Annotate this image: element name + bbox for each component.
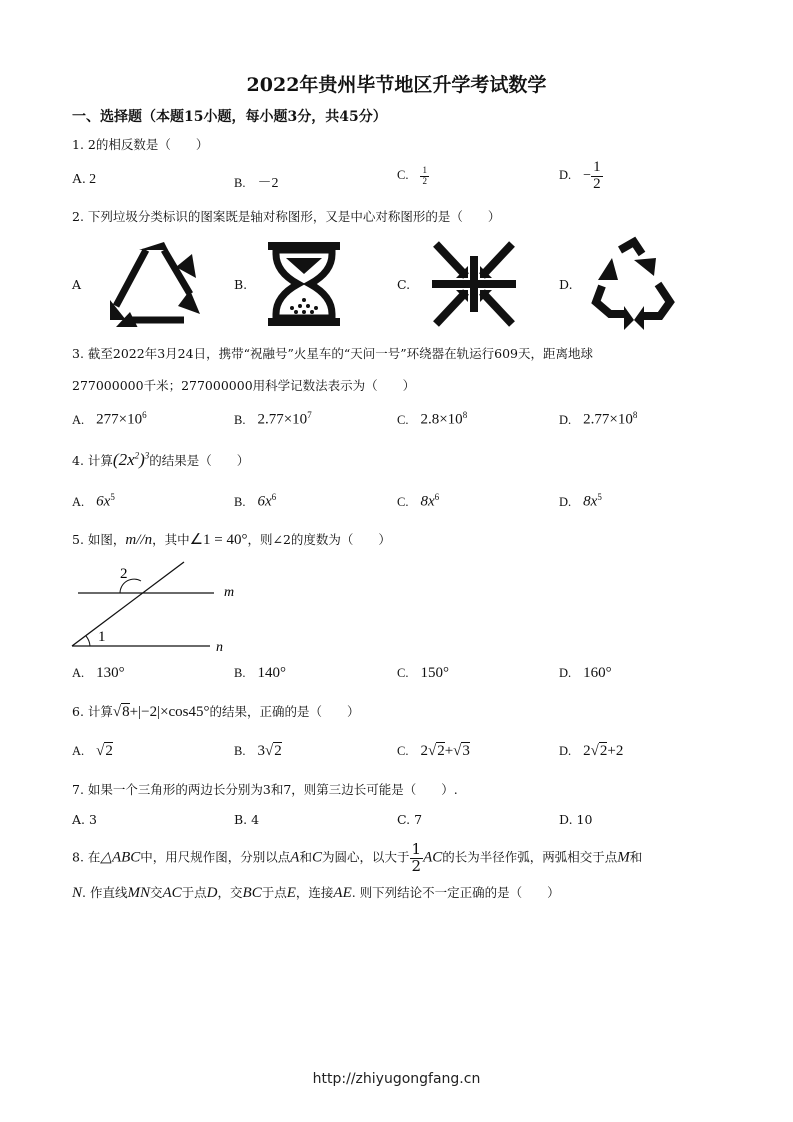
q4-option-a: A. $6x^5$ (72, 492, 115, 510)
angle-1-label: 1 (98, 629, 106, 645)
question-3-line1: 3. 截至2022年3月24日，携带“祝融号”火星车的“天问一号”环绕器在轨运行609天，距离地球 (72, 346, 593, 361)
question-5: 5. 如图，m//n，其中∠1 = 40°，则∠2的度数为（ ） (72, 532, 391, 548)
q4-option-c: C. $8x^6$ (397, 492, 440, 510)
footer-url[interactable]: http://zhiyugongfang.cn (312, 1071, 481, 1087)
q2-option-c: C. (397, 277, 411, 292)
q5-option-b: B. 140° (234, 665, 286, 681)
q3-option-d: D. $2.77\times 10^8$ (559, 410, 638, 428)
q6-option-d: D. 2√2+2 (559, 743, 624, 759)
q4-option-b: B. $6x^6$ (234, 492, 277, 510)
section-heading: 一、选择题（本题15小题，每小题3分，共45分） (72, 109, 387, 125)
q7-option-c: C. 7 (397, 812, 423, 827)
q1-option-a: A. 2 (72, 172, 97, 187)
q2-option-a: A (72, 277, 82, 292)
question-4: 4. 计算$(2x^2)^3$的结果是（ ） (72, 450, 250, 469)
parallel-lines-figure (68, 556, 248, 659)
q6-option-b: B. 3√2 (234, 743, 282, 759)
line-n-label: n (216, 640, 223, 655)
q2-option-b: B. (234, 277, 248, 292)
question-7: 7. 如果一个三角形的两边长分别为3和7，则第三边长可能是（ ）. (72, 782, 458, 797)
angle-2-label: 2 (120, 566, 128, 582)
question-1: 1. 2的相反数是（ ） (72, 137, 209, 152)
q3-option-c: C. $2.8\times 10^8$ (397, 410, 468, 428)
hourglass-icon (264, 240, 344, 328)
q2-option-d: D. (559, 277, 573, 292)
q4-option-d: D. $8x^5$ (559, 492, 602, 510)
recycle-arrows-icon (590, 236, 678, 332)
q6-option-c: C. 2√2+√3 (397, 743, 470, 759)
q5-option-c: C. 150° (397, 665, 449, 681)
q6-option-a: A. √2 (72, 743, 113, 759)
q7-option-b: B. 4 (234, 812, 260, 827)
q1-option-d: D. − $\frac{1}{2}$ (559, 159, 601, 192)
q3-option-b: B. $2.77\times 10^7$ (234, 410, 312, 428)
recycle-triangle-icon (106, 242, 206, 327)
q7-option-d: D. 10 (559, 812, 593, 827)
question-8-line1: 8. 在△ABC中，用尺规作图，分别以点A和C为圆心，以大于 $\frac{1}{2}$ AC的长为半径作弧，两弧相交于点M和 (72, 840, 643, 875)
q5-option-d: D. 160° (559, 665, 612, 681)
q5-option-a: A. 130° (72, 665, 125, 681)
q1-option-b: B. －2 (234, 176, 279, 191)
question-2: 2. 下列垃圾分类标识的图案既是轴对称图形，又是中心对称图形的是（ ） (72, 209, 501, 224)
question-3-line2: 277000000千米；277000000用科学记数法表示为（ ） (72, 378, 416, 393)
question-8-line2: N. 作直线MN交AC于点D，交BC于点E，连接AE. 则下列结论不一定正确的是（ ） (72, 885, 560, 901)
line-m-label: m (224, 585, 235, 600)
question-6: 6. 计算√8+|−2|×cos45°的结果，正确的是（ ） (72, 704, 360, 720)
q1-option-c: C. $\frac{1}{2}$ (397, 165, 427, 186)
page-title: 2022年贵州毕节地区升学考试数学 (246, 74, 547, 96)
q7-option-a: A. 3 (72, 812, 97, 827)
four-arrows-icon (432, 240, 516, 328)
q3-option-a: A. $277\times 10^6$ (72, 410, 147, 428)
